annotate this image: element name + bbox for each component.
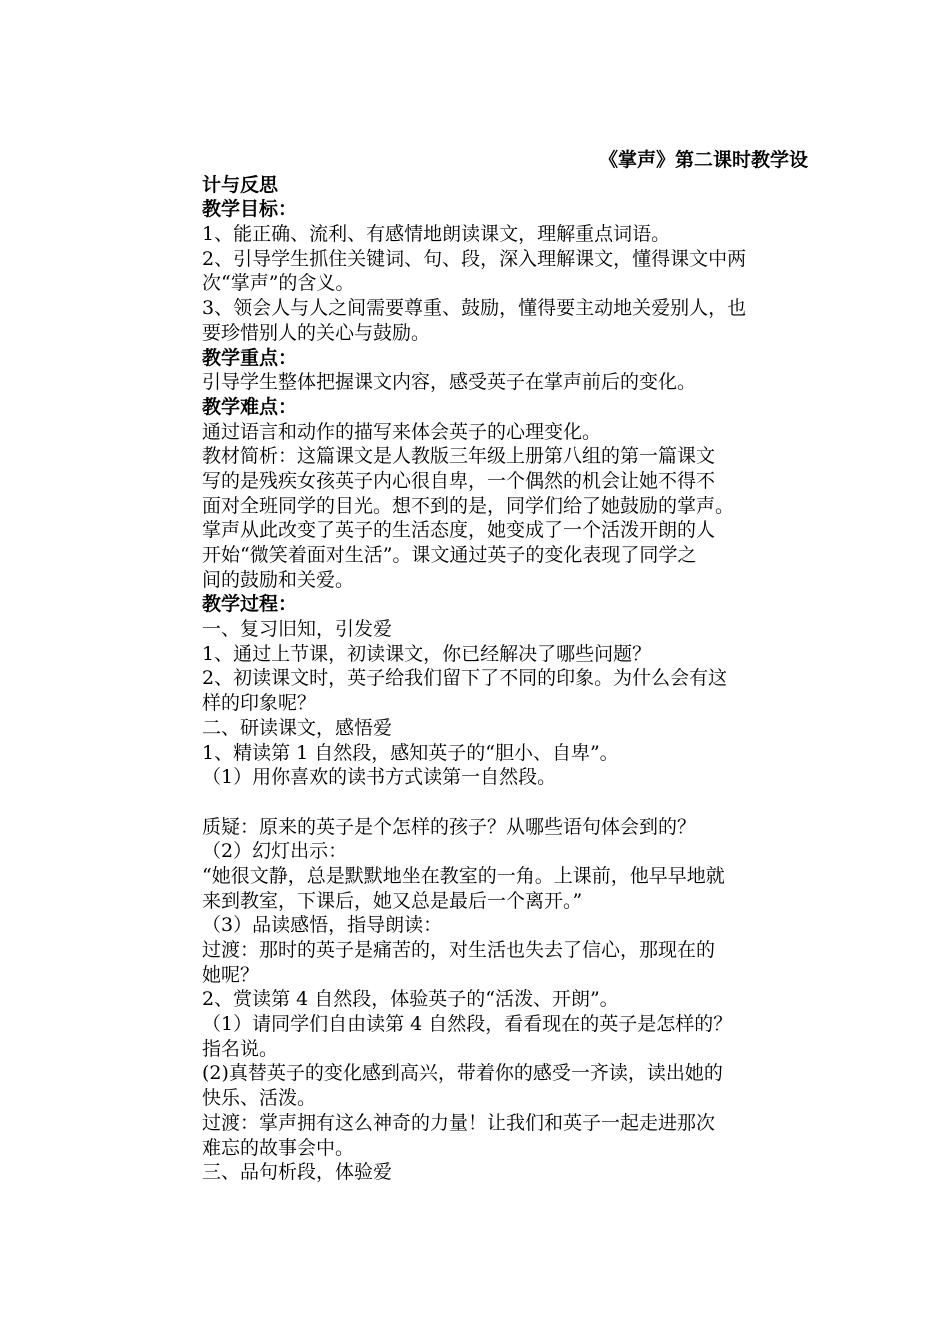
process-line-1: 一、复习旧知，引发爱 — [202, 618, 393, 641]
key-points-heading: 教学重点： — [202, 346, 298, 369]
difficulty-heading: 教学难点： — [202, 395, 298, 418]
analysis-line-2: 写的是残疾女孩英子内心很自卑，一个偶然的机会让她不得不 — [202, 469, 716, 492]
process-line-2: 1、通过上节课，初读课文，你已经解决了哪些问题？ — [202, 642, 652, 665]
process-line-9: （2）幻灯出示： — [202, 840, 348, 863]
process-line-13: 过渡：那时的英子是痛苦的，对生活也失去了信心，那现在的 — [202, 939, 716, 961]
process-line-18: (2)真替英子的变化感到高兴，带着你的感受一齐读，读出她的 — [202, 1062, 723, 1085]
process-line-5: 二、研读课文，感悟爱 — [202, 716, 393, 739]
objective-3-line-2: 要珍惜别人的关心与鼓励。 — [202, 321, 431, 344]
process-line-14: 她呢？ — [202, 963, 260, 986]
analysis-line-3: 面对全班同学的目光。想不到的是，同学们给了她鼓励的掌声。 — [202, 494, 735, 517]
process-line-17: 指名说。 — [202, 1037, 279, 1060]
document-title: 《掌声》第二课时教学设 — [598, 149, 808, 171]
process-line-19: 快乐、活泼。 — [202, 1087, 317, 1110]
document-title-continued: 计与反思 — [202, 173, 279, 196]
blank-line — [202, 790, 808, 815]
process-line-6: 1、精读第 1 自然段，感知英子的“胆小、自卑”。 — [202, 741, 619, 764]
process-line-11: 来到教室，下课后，她又总是最后一个离开。” — [202, 889, 583, 912]
key-points-text: 引导学生整体把握课文内容，感受英子在掌声前后的变化。 — [202, 371, 697, 394]
analysis-line-1: 教材简析：这篇课文是人教版三年级上册第八组的第一篇课文 — [202, 445, 716, 468]
process-line-7: （1）用你喜欢的读书方式读第一自然段。 — [202, 766, 557, 789]
difficulty-text: 通过语言和动作的描写来体会英子的心理变化。 — [202, 420, 602, 443]
process-line-10: “她很文静，总是默默地坐在教室的一角。上课前，他早早地就 — [202, 864, 725, 887]
process-line-16: （1）请同学们自由读第 4 自然段，看看现在的英子是怎样的？ — [202, 1013, 733, 1036]
process-line-20: 过渡：掌声拥有这么神奇的力量！让我们和英子一起走进那次 — [202, 1111, 716, 1134]
objective-2-line-2: 次“掌声”的含义。 — [202, 272, 355, 295]
process-line-4: 样的印象呢？ — [202, 692, 317, 715]
objectives-heading: 教学目标： — [202, 198, 298, 221]
process-line-21: 难忘的故事会中。 — [202, 1136, 355, 1159]
analysis-line-6: 间的鼓励和关爱。 — [202, 568, 355, 591]
objective-2-line-1: 2、引导学生抓住关键词、句、段，深入理解课文，懂得课文中两 — [202, 247, 747, 270]
analysis-line-5: 开始“微笑着面对生活”。课文通过英子的变化表现了同学之 — [202, 544, 697, 566]
objective-1: 1、能正确、流利、有感情地朗读课文，理解重点词语。 — [202, 223, 671, 246]
process-line-8: 质疑：原来的英子是个怎样的孩子？从哪些语句体会到的？ — [202, 815, 697, 838]
document-body — [202, 148, 808, 1185]
process-heading: 教学过程： — [202, 593, 298, 616]
analysis-line-4: 掌声从此改变了英子的生活态度，她变成了一个活泼开朗的人 — [202, 519, 716, 542]
process-line-12: （3）品读感悟，指导朗读： — [202, 914, 443, 937]
process-line-3: 2、初读课文时，英子给我们留下了不同的印象。为什么会有这 — [202, 667, 728, 690]
objective-3-line-1: 3、领会人与人之间需要尊重、鼓励，懂得要主动地关爱别人，也 — [202, 297, 747, 320]
process-line-15: 2、赏读第 4 自然段，体验英子的“活泼、开朗”。 — [202, 988, 619, 1011]
process-line-22: 三、品句析段，体验爱 — [202, 1161, 393, 1184]
